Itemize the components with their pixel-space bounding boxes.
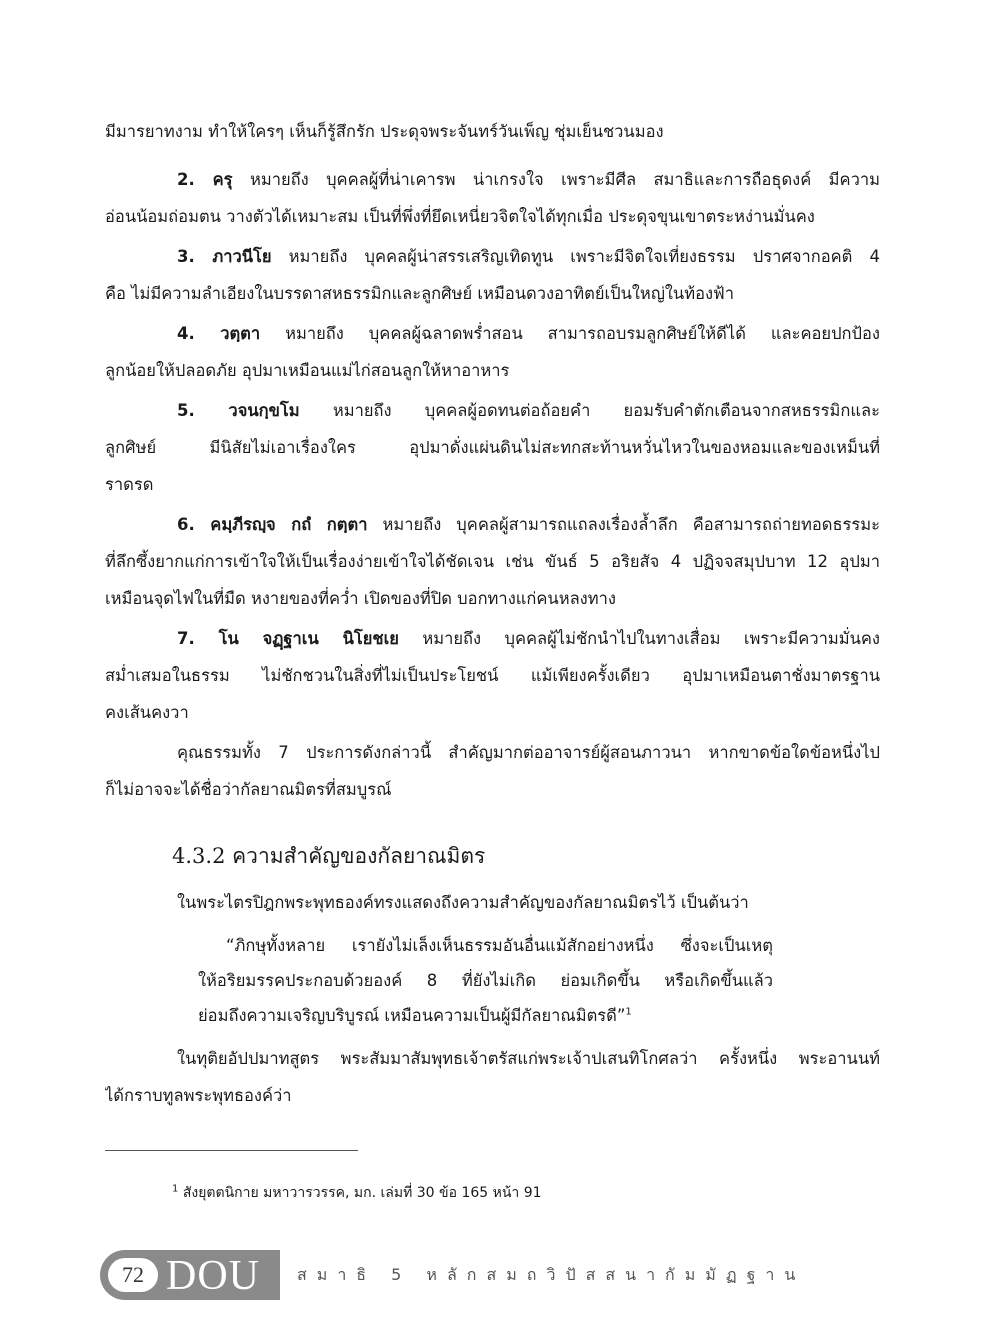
item-label: 2. ครุ — [177, 170, 233, 189]
paragraph-item-3 — [105, 238, 880, 312]
paragraph-item-7 — [105, 620, 880, 731]
paragraph-item-5 — [105, 392, 880, 503]
section-heading — [172, 838, 485, 874]
text-line: อ่อนน้อมถ่อมตน วางตัวได้เหมาะสม เป็นที่พึ่งที่ยึดเหนี่ยวจิตใจได้ทุกเมื่อ ประดุจขุนเขาตระหง่านมั่นคง — [105, 207, 815, 226]
text-line: ราดรด — [105, 475, 154, 494]
quote-line: ให้อริยมรรคประกอบด้วยองค์ 8 ที่ยังไม่เกิด ย่อมเกิดขึ้น หรือเกิดขึ้นแล้ว — [198, 971, 773, 990]
page-footer — [100, 1250, 900, 1300]
text-line: หมายถึง บุคคลผู้น่าสรรเสริญเทิดทูน เพราะมีจิตใจเที่ยงธรรม ปราศจากอคติ 4 — [271, 247, 880, 266]
text-line: สม่ำเสมอในธรรม ไม่ชักชวนในสิ่งที่ไม่เป็นประโยชน์ แม้เพียงครั้งเดียว อุปมาเหมือนตาชั่งมาตรฐาน — [105, 666, 880, 685]
text-line: หมายถึง บุคคลผู้ไม่ชักนำไปในทางเสื่อม เพราะมีความมั่นคง — [398, 629, 880, 648]
quote-line: “ภิกษุทั้งหลาย เรายังไม่เล็งเห็นธรรมอันอื่นแม้สักอย่างหนึ่ง ซึ่งจะเป็นเหตุ — [226, 936, 773, 955]
section-title: ความสำคัญของกัลยาณมิตร — [232, 844, 486, 868]
text-line: เหมือนจุดไฟในที่มืด หงายของที่คว่ำ เปิดของที่ปิด บอกทางแก่คนหลงทาง — [105, 589, 616, 608]
text-line: คุณธรรมทั้ง 7 ประการดังกล่าวนี้ สำคัญมากต่ออาจารย์ผู้สอนภาวนา หากขาดข้อใดข้อหนึ่งไป — [177, 743, 880, 762]
page-number: 72 — [108, 1258, 158, 1292]
paragraph-tipitaka-intro — [105, 884, 880, 921]
item-label: 4. วตฺตา — [177, 324, 261, 343]
paragraph-item-6 — [105, 506, 880, 617]
paragraph-summary — [105, 734, 880, 808]
text-line: ก็ไม่อาจจะได้ชื่อว่ากัลยาณมิตรที่สมบูรณ์ — [105, 780, 392, 799]
paragraph-item-2 — [105, 161, 880, 235]
text-line: หมายถึง บุคคลผู้สามารถแถลงเรื่องล้ำลึก คือสามารถถ่ายทอดธรรมะ — [367, 515, 880, 534]
text-line: ที่ลึกซึ้งยากแก่การเข้าใจให้เป็นเรื่องง่ายเข้าใจได้ชัดเจน เช่น ขันธ์ 5 อริยสัจ 4 ปฏิจจสมุปบาท 12 อุปมา — [105, 552, 880, 571]
footnote — [172, 1182, 542, 1204]
paragraph-intro-end — [105, 113, 880, 150]
paragraph-sutta — [105, 1040, 880, 1114]
footer-badge — [100, 1250, 280, 1300]
text-line: คงเส้นคงวา — [105, 703, 189, 722]
text-line: คือ ไม่มีความลำเอียงในบรรดาสหธรรมิกและลูกศิษย์ เหมือนดวงอาทิตย์เป็นใหญ่ในท้องฟ้า — [105, 284, 734, 303]
section-number: 4.3.2 — [172, 844, 226, 868]
footnote-reference[interactable]: 1 — [625, 1006, 632, 1018]
text-line: มีมารยาทงาม ทำให้ใครๆ เห็นก็รู้สึกรัก ประดุจพระจันทร์วันเพ็ญ ชุ่มเย็นชวนมอง — [105, 122, 664, 141]
dou-logo: DOU — [166, 1253, 260, 1299]
item-label: 3. ภาวนีโย — [177, 247, 272, 266]
text-line: ลูกศิษย์ มีนิสัยไม่เอาเรื่องใคร อุปมาดั่งแผ่นดินไม่สะทกสะท้านหวั่นไหวในของหอมและของเหม็นที่ — [105, 438, 880, 457]
text-line: ในทุติยอัปปมาทสูตร พระสัมมาสัมพุทธเจ้าตรัสแก่พระเจ้าปเสนทิโกศลว่า ครั้งหนึ่ง พระอานนท์ — [177, 1049, 880, 1068]
item-label: 6. คมฺภีรญฺจ กถํ กตฺตา — [177, 515, 368, 534]
footnote-mark: 1 — [172, 1183, 179, 1195]
book-title: สมาธิ 5 หลักสมถวิปัสสนากัมมัฏฐาน — [297, 1265, 806, 1284]
item-label: 7. โน จฏฺฐาเน นิโยชเย — [177, 629, 399, 648]
text-line: ในพระไตรปิฎกพระพุทธองค์ทรงแสดงถึงความสำคัญของกัลยาณมิตรไว้ เป็นต้นว่า — [177, 893, 749, 912]
paragraph-item-4 — [105, 315, 880, 389]
text-line: หมายถึง บุคคลผู้ที่น่าเคารพ น่าเกรงใจ เพราะมีศีล สมาธิและการถือธุดงค์ มีความ — [232, 170, 880, 189]
quote-line: ย่อมถึงความเจริญบริบูรณ์ เหมือนความเป็นผู้มีกัลยาณมิตรดี” — [198, 1006, 626, 1025]
text-line: หมายถึง บุคคลผู้อดทนต่อถ้อยคำ ยอมรับคำตักเตือนจากสหธรรมิกและ — [299, 401, 880, 420]
text-line: หมายถึง บุคคลผู้ฉลาดพร่ำสอน สามารถอบรมลูกศิษย์ให้ดีได้ และคอยปกป้อง — [260, 324, 880, 343]
footnote-text: สังยุตตนิกาย มหาวารวรรค, มก. เล่มที่ 30 ข้อ 165 หน้า 91 — [182, 1185, 542, 1201]
footnote-divider — [105, 1150, 358, 1151]
text-line: ลูกน้อยให้ปลอดภัย อุปมาเหมือนแม่ไก่สอนลูกให้หาอาหาร — [105, 361, 510, 380]
text-line: ได้กราบทูลพระพุทธองค์ว่า — [105, 1086, 292, 1105]
item-label: 5. วจนกฺขโม — [177, 401, 300, 420]
scripture-quote — [198, 928, 773, 1033]
